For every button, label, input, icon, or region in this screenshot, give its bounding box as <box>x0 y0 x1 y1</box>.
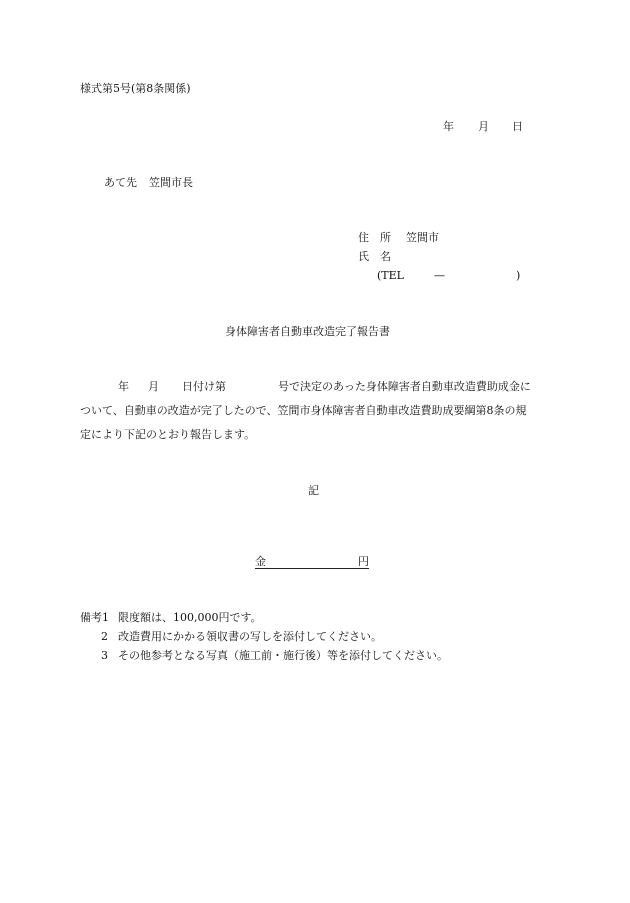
address-label: 住 所 <box>358 231 391 244</box>
addressee-prefix: あて先 <box>104 176 137 189</box>
tel-dash: — <box>434 269 445 282</box>
body-line1-rest: 号で決定のあった身体障害者自動車改造費助成金に <box>278 380 531 393</box>
note-item-3: その他参考となる写真（施工前・施行後）等を添付してください。 <box>118 649 448 662</box>
body-line3: 定により下記のとおり報告します。 <box>80 428 256 441</box>
date-year-label: 年 <box>443 120 454 133</box>
amount-line <box>255 556 369 569</box>
note-item-1: 限度額は、100,000円です。 <box>118 611 262 624</box>
ki-heading: 記 <box>308 484 319 497</box>
addressee-name: 笠間市長 <box>149 176 193 189</box>
form-number: 様式第5号(第8条関係) <box>80 82 191 95</box>
date-month-label: 月 <box>478 120 489 133</box>
body-day-ref: 日付け第 <box>182 380 226 393</box>
body-year: 年 <box>118 380 129 393</box>
amount-prefix: 金 <box>255 555 266 568</box>
body-line2: ついて、自動車の改造が完了したので、笠間市身体障害者自動車改造費助成要綱第8条の規 <box>80 404 527 417</box>
notes-label: 備考1 <box>80 611 109 624</box>
note-item-2: 改造費用にかかる領収書の写しを添付してください。 <box>118 630 382 643</box>
note-item-3-number: 3 <box>101 649 108 662</box>
address-value: 笠間市 <box>406 231 439 244</box>
tel-open: (TEL <box>377 269 404 282</box>
note-item-2-number: 2 <box>101 630 108 643</box>
document-title: 身体障害者自動車改造完了報告書 <box>225 325 390 338</box>
tel-close: ) <box>516 269 521 282</box>
date-day-label: 日 <box>512 120 523 133</box>
name-label: 氏 名 <box>358 250 391 263</box>
body-month: 月 <box>148 380 159 393</box>
amount-suffix: 円 <box>358 555 369 568</box>
